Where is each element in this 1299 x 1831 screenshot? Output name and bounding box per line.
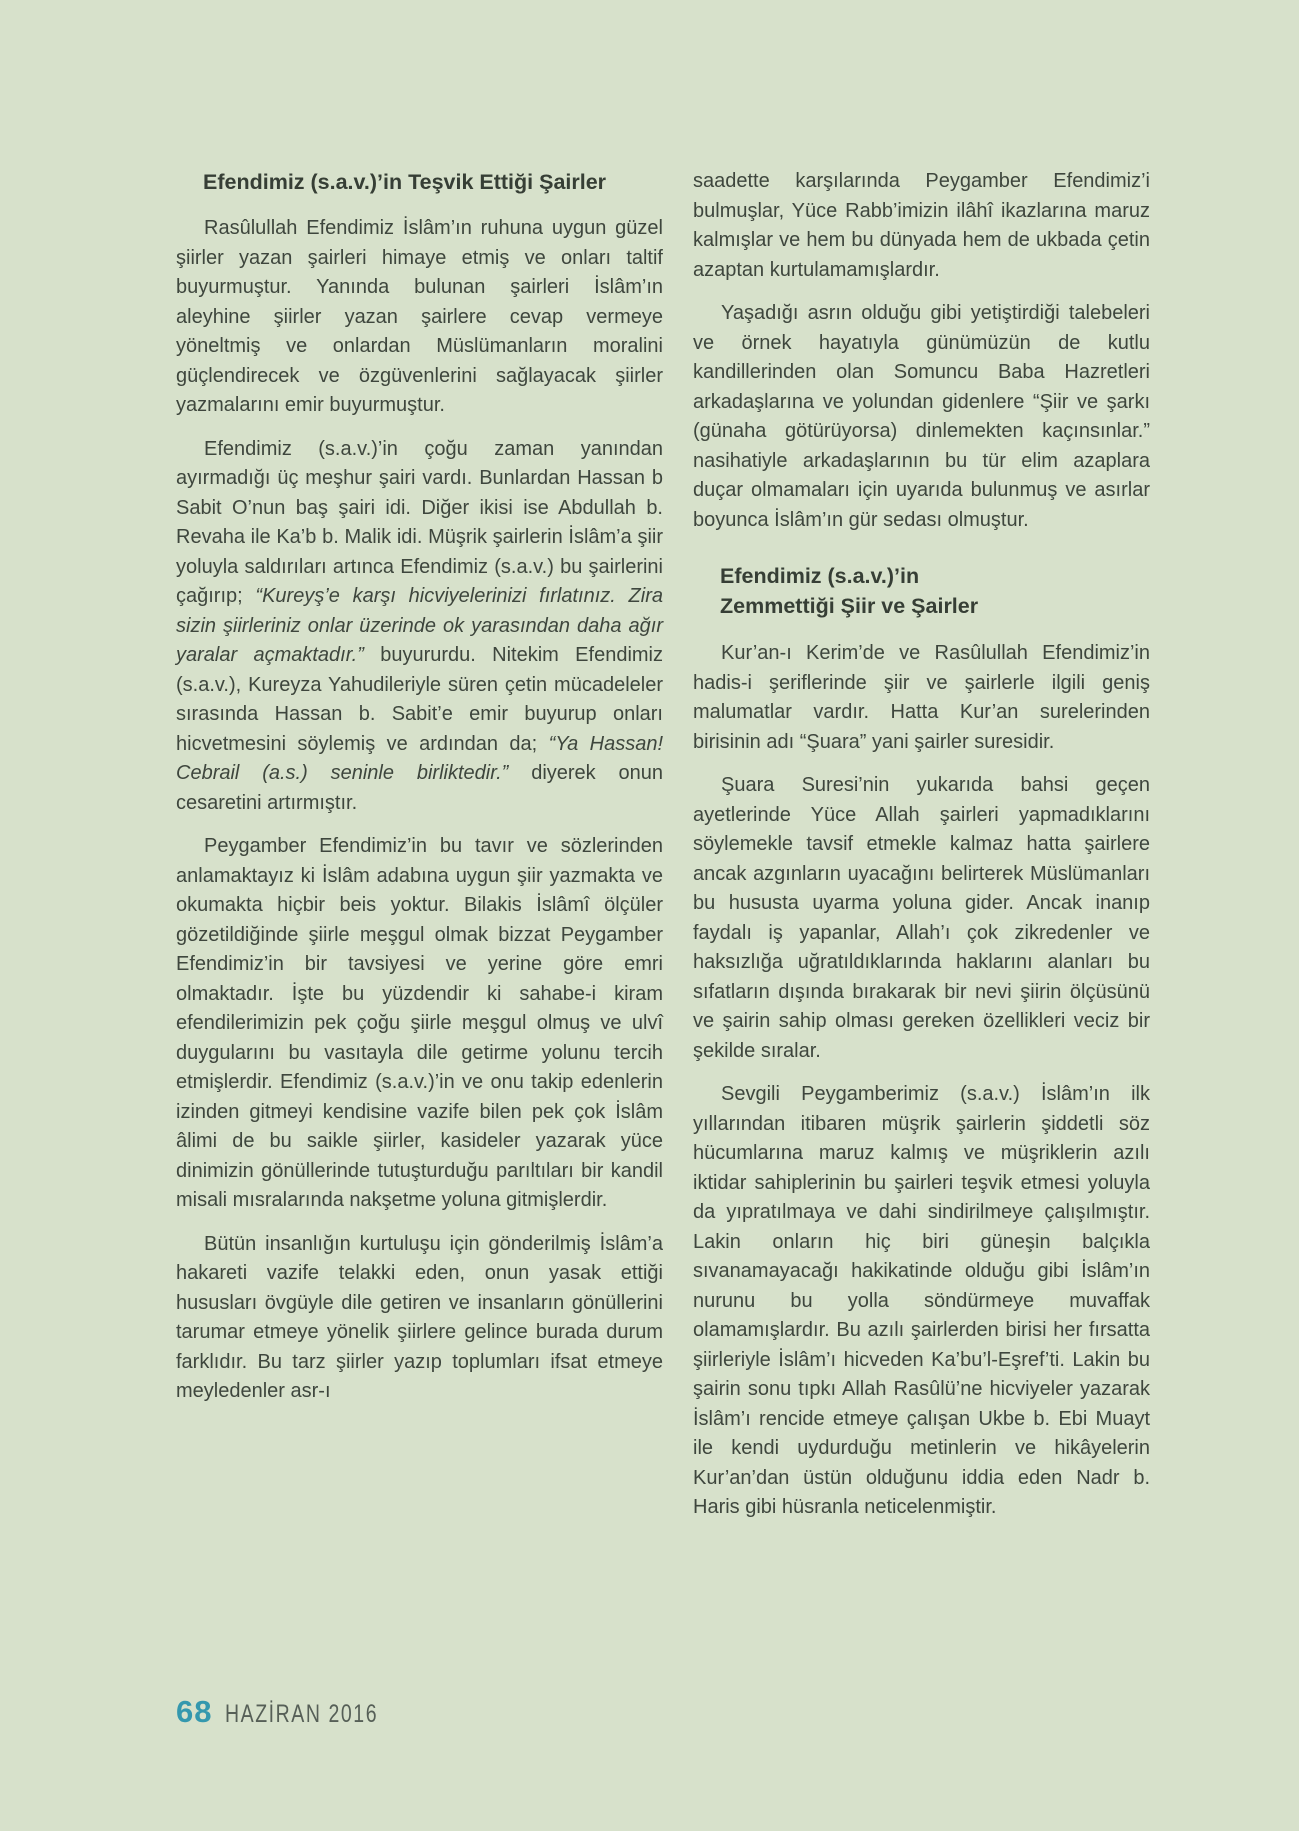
left-column	[176, 167, 663, 1421]
page-footer	[176, 1694, 422, 1730]
section-title-line-1: Efendimiz (s.a.v.)’in	[720, 564, 920, 588]
paragraph: Şuara Suresi’nin yukarıda bahsi geçen ayetlerinde Yüce Allah şairleri yapmadıklarını söylemekle tavsif etmekle kalmaz hatta şairlere ancak azgınların uyacağını belirterek Müslümanları bu hususta uyarma yoluna gider. Ancak inanıp faydalı iş yapanlar, Allah’ı çok zikredenler ve haksızlığa uğratıldıklarında haklarını alanları bu sıfatların dışında bırakarak bir nevi şiirin ölçüsünü ve şairin sahip olması gereken özellikleri veciz bir şekilde sıralar.	[693, 774, 1150, 1062]
paragraph-segment: Efendimiz (s.a.v.)’in çoğu zaman yanından ayırmadığı üç meşhur şairi vardı. Bunlardan Hassan b Sabit O’nun baş şairi idi. Diğer ikisi ise Abdullah b. Revaha ile Ka’b b. Malik idi. Müşrik şairlerin İslâm’a şiir yoluyla saldırıları artınca Efendimiz (s.a.v.) bu şairlerini çağırıp;	[176, 437, 663, 607]
issue-date: HAZİRAN 2016	[225, 1700, 379, 1728]
paragraph	[176, 435, 663, 819]
right-column	[693, 167, 1150, 1537]
section-title	[693, 561, 1150, 621]
paragraph-segment: buyururdu. Nitekim Efendimiz (s.a.v.), Kureyza Yahudileriyle süren çetin mücadeleler sırasında Hassan b. Sabit’e emir buyurup onları hicvetmesini söylemiş ve ardından da;	[176, 644, 663, 755]
article-title: Efendimiz (s.a.v.)’in Teşvik Ettiği Şairler	[203, 170, 607, 194]
paragraph: Kur’an-ı Kerim’de ve Rasûlullah Efendimiz’in hadis-i şeriflerinde şiir ve şairlerle ilgili geniş malumatlar vardır. Hatta Kur’an surelerinden birisinin adı “Şuara” yani şairler suresidir.	[693, 642, 1150, 753]
page-number: 68	[176, 1694, 213, 1729]
paragraph: Sevgili Peygamberimiz (s.a.v.) İslâm’ın ilk yıllarından itibaren müşrik şairlerin şiddetli söz hücumlarına maruz kalmış ve müşriklerin azılı iktidar sahiplerinin bu şairleri teşvik etmesi yoluyla da yıpratılmaya ve dahi sindirilmeye çalışılmıştır. Lakin onların hiç biri güneşin balçıkla sıvanamayacağı hakikatinde olduğu gibi İslâm’ın nurunu bu yolla söndürmeye muvaffak olamamışlardır. Bu azılı şairlerden birisi her fırsatta şiirleriyle İslâm’ı hicveden Ka’bu’l-Eşref’ti. Lakin bu şairin sonu tıpkı Allah Rasûlü’ne hicviyeler yazarak İslâm’ı rencide etmeye çalışan Ukbe b. Ebi Muayt ile kendi uydurduğu metinlerin ve hikâyelerin Kur’an’dan üstün olduğunu iddia eden Nadr b. Haris gibi hüsranla neticelenmiştir.	[693, 1083, 1150, 1518]
paragraph: Yaşadığı asrın olduğu gibi yetiştirdiği talebeleri ve örnek hayatıyla günümüzün de kutlu kandillerinden olan Somuncu Baba Hazretleri arkadaşlarına ve yolundan gidenlere “Şiir ve şarkı (günaha götürüyorsa) dinlemekten kaçınsınlar.” nasihatiyle arkadaşlarının bu tür elim azaplara duçar olmamaları için uyarıda bulunmuş ve asırlar boyunca İslâm’ın gür sedası olmuştur.	[693, 302, 1150, 531]
paragraph: Rasûlullah Efendimiz İslâm’ın ruhuna uygun güzel şiirler yazan şairleri himaye etmiş ve onları taltif buyurmuştur. Yanında bulunan şairleri İslâm’ın aleyhine şiirler yazan şairlere cevap vermeye yöneltmiş ve onlardan Müslümanların moralini güçlendirecek ve özgüvenlerini sağlayacak şiirler yazmalarını emir buyurmuştur.	[176, 217, 663, 416]
quote-italic: “Ya Hassan! Cebrail (a.s.) seninle birliktedir.”	[176, 732, 663, 784]
paragraph: Bütün insanlığın kurtuluşu için gönderilmiş İslâm’a hakareti vazife telakki eden, onun yasak ettiği hususları övgüyle dile getiren ve insanların gönüllerini tarumar etmeye yönelik şiirlere gelince burada durum farklıdır. Bu tarz şiirler yazıp toplumları ifsat etmeye meyledenler asr-ı	[176, 1232, 663, 1402]
paragraph: saadette karşılarında Peygamber Efendimiz’i bulmuşlar, Yüce Rabb’imizin ilâhî ikazlarına maruz kalmışlar ve hem bu dünyada hem de ukbada çetin azaptan kurtulamamışlardır.	[693, 170, 1150, 281]
paragraph-segment: diyerek onun cesaretini artırmıştır.	[176, 762, 664, 814]
paragraph: Peygamber Efendimiz’in bu tavır ve sözlerinden anlamaktayız ki İslâm adabına uygun şiir yazmakta ve okumakta hiçbir beis yoktur. Bilakis İslâmî ölçüler gözetildiğinde şiirle meşgul olmak bizzat Peygamber Efendimiz’in bir tavsiyesi ve yerine göre emri olmaktadır. İşte bu yüzdendir ki sahabe-i kiram efendilerimizin pek çoğu şiirle meşgul olmuş ve ulvî duygularını bu vasıtayla dile getirme yolunu tercih etmişlerdir. Efendimiz (s.a.v.)’in ve onu takip edenlerin izinden gitmeyi kendisine vazife bilen pek çok İslâm âlimi de bu saikle şiirler, kasideler yazarak yüce dinimizin gönüllerinde tutuşturduğu parıltıları bir kandil misali mısralarında nakşetme yoluna gitmişlerdir.	[176, 835, 663, 1211]
section-title-line-2: Zemmettiği Şiir ve Şairler	[720, 594, 979, 618]
quote-italic: “Kureyş’e karşı hicviyelerinizi fırlatınız. Zira sizin şiirleriniz onlar üzerinde ok yarasından daha ağır yaralar açmaktadır.”	[176, 585, 663, 666]
